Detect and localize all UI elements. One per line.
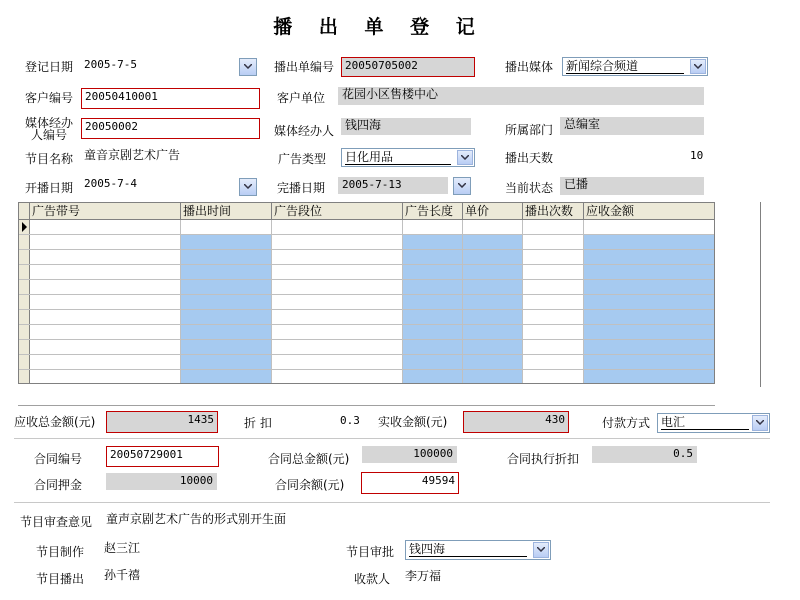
table-cell[interactable] [272,370,403,384]
table-row[interactable] [19,250,714,265]
table-cell[interactable] [30,265,181,279]
balance-value: 49594 [421,474,455,487]
approver-label: 节目审批 [346,545,395,559]
program-value: 童音京剧艺术广告 [84,148,181,162]
agent-no-label-line2: 人编号 [31,128,68,142]
table-cell[interactable] [523,340,584,354]
table-cell[interactable] [584,340,715,354]
chevron-down-icon [694,64,702,69]
ad-type-dropdown-button[interactable] [457,150,473,165]
approver-dropdown-button[interactable] [533,542,549,558]
receivable-field[interactable] [106,411,218,433]
table-cell[interactable] [584,370,715,384]
row-selector[interactable] [19,295,30,309]
col-header-air-time[interactable]: 播出时间 [181,203,272,219]
status-field[interactable] [560,177,704,195]
contract-total-field[interactable] [362,446,457,463]
table-cell[interactable] [463,310,523,324]
grid-vertical-scrollbar[interactable] [757,202,761,387]
cust-unit-field[interactable] [338,87,704,105]
agent-no-label-line1: 媒体经办 [25,116,74,130]
table-cell[interactable] [463,325,523,339]
balance-label: 合同余额(元) [275,478,345,492]
discount-label: 折 扣 [244,416,272,430]
receivable-label: 应收总金额(元) [14,415,96,429]
table-cell[interactable] [181,265,272,279]
table-row[interactable] [19,265,714,280]
table-row[interactable] [19,370,714,384]
table-cell[interactable] [272,250,403,264]
agent-field[interactable] [341,118,471,135]
cust-no-field[interactable] [81,88,260,109]
cust-unit-value: 花园小区售楼中心 [342,87,439,101]
table-cell[interactable] [272,280,403,294]
table-cell[interactable] [30,310,181,324]
ad-type-select[interactable] [341,148,475,167]
ad-schedule-grid[interactable] [18,202,715,384]
table-cell[interactable] [272,235,403,249]
dept-label: 所属部门 [505,123,554,137]
row-selector[interactable] [19,250,30,264]
receivable-value: 1435 [187,413,214,426]
table-cell[interactable] [30,325,181,339]
chevron-down-icon [244,64,252,69]
reg-date-dropdown-button[interactable] [239,58,257,76]
table-cell[interactable] [523,325,584,339]
start-date-dropdown-button[interactable] [239,178,257,196]
table-cell[interactable] [272,310,403,324]
table-cell[interactable] [584,280,715,294]
row-selector[interactable] [19,325,30,339]
divider [18,405,715,406]
table-cell[interactable] [523,295,584,309]
table-row[interactable] [19,295,714,310]
table-cell[interactable] [403,250,463,264]
exec-discount-field[interactable] [592,446,697,463]
order-no-label: 播出单编号 [274,60,335,74]
review-opinion-label: 节目审查意见 [20,515,93,529]
media-label: 播出媒体 [505,60,554,74]
table-cell[interactable] [584,325,715,339]
table-cell[interactable] [463,235,523,249]
payee-label: 收款人 [354,572,391,586]
status-value: 已播 [564,177,589,191]
col-header-tape-no[interactable]: 广告带号 [30,203,181,219]
exec-discount-value: 0.5 [673,447,693,460]
pay-method-dropdown-button[interactable] [752,415,768,431]
program-label: 节目名称 [25,152,74,166]
days-value: 10 [690,149,704,162]
table-cell[interactable] [181,220,272,234]
table-cell[interactable] [403,370,463,384]
table-cell[interactable] [523,235,584,249]
table-row[interactable] [19,220,714,235]
broadcaster-value: 孙千禧 [104,568,141,582]
table-cell[interactable] [181,355,272,369]
table-row[interactable] [19,280,714,295]
table-cell[interactable] [181,295,272,309]
table-cell[interactable] [181,250,272,264]
table-cell[interactable] [30,220,181,234]
col-header-amount[interactable]: 应收金额 [586,204,635,218]
table-cell[interactable] [403,325,463,339]
table-cell[interactable] [272,265,403,279]
table-cell[interactable] [523,355,584,369]
contract-total-label: 合同总金额(元) [268,452,350,466]
actual-label: 实收金额(元) [378,415,448,429]
table-cell[interactable] [523,370,584,384]
discount-value: 0.3 [340,414,360,427]
producer-label: 节目制作 [36,545,85,559]
row-selector[interactable] [19,370,30,384]
table-cell[interactable] [30,370,181,384]
table-row[interactable] [19,310,714,325]
table-cell[interactable] [272,355,403,369]
table-cell[interactable] [523,310,584,324]
table-cell[interactable] [30,340,181,354]
row-selector[interactable] [19,340,30,354]
chevron-down-icon [244,184,252,189]
payee-value: 李万福 [405,569,442,583]
start-date-value: 2005-7-4 [84,177,137,190]
table-cell[interactable] [403,280,463,294]
col-header-times[interactable]: 播出次数 [523,203,584,219]
grid-corner [19,203,30,219]
table-cell[interactable] [181,370,272,384]
chevron-down-icon [537,547,545,552]
table-cell[interactable] [584,235,715,249]
end-date-dropdown-button[interactable] [453,177,471,195]
table-cell[interactable] [523,250,584,264]
end-date-label: 完播日期 [277,181,326,195]
table-cell[interactable] [584,310,715,324]
table-row[interactable] [19,340,714,355]
col-header-slot[interactable]: 广告段位 [272,203,403,219]
order-no-field[interactable] [341,57,475,77]
pay-method-label: 付款方式 [602,416,651,430]
row-selector[interactable] [19,310,30,324]
table-cell[interactable] [272,220,403,234]
balance-field[interactable] [361,472,459,494]
divider [14,438,770,439]
pay-method-select[interactable] [657,413,770,433]
table-cell[interactable] [403,265,463,279]
days-label: 播出天数 [505,151,554,165]
cust-unit-label: 客户单位 [277,91,326,105]
table-cell[interactable] [403,310,463,324]
contract-no-label: 合同编号 [34,452,83,466]
grid-header [19,203,714,220]
form-title: 播 出 单 登 记 [273,16,485,38]
chevron-down-icon [756,420,764,425]
approver-select[interactable] [405,540,551,560]
deposit-value: 10000 [179,474,213,487]
producer-value: 赵三江 [104,541,141,555]
status-label: 当前状态 [505,181,554,195]
table-cell[interactable] [272,325,403,339]
divider [14,502,770,503]
row-selector[interactable] [19,280,30,294]
start-date-label: 开播日期 [25,181,74,195]
reg-date-value: 2005-7-5 [84,58,137,71]
table-cell[interactable] [523,280,584,294]
table-cell[interactable] [463,265,523,279]
media-select-value: 新闻综合频道 [566,59,684,74]
review-opinion-value: 童声京剧艺术广告的形式别开生面 [106,512,287,526]
table-cell[interactable] [181,280,272,294]
deposit-field[interactable] [106,473,217,490]
end-date-field[interactable] [338,177,448,194]
table-row[interactable] [19,235,714,250]
table-cell[interactable] [463,370,523,384]
table-cell[interactable] [30,280,181,294]
table-cell[interactable] [403,295,463,309]
end-date-value: 2005-7-13 [342,178,402,191]
table-cell[interactable] [403,355,463,369]
table-cell[interactable] [272,340,403,354]
row-selector[interactable] [19,235,30,249]
reg-date-label: 登记日期 [25,60,74,74]
table-cell[interactable] [463,355,523,369]
agent-label: 媒体经办人 [274,124,335,138]
chevron-down-icon [458,183,466,188]
row-selector[interactable] [19,355,30,369]
agent-value: 钱四海 [345,118,382,132]
contract-no-field[interactable] [106,446,219,467]
contract-total-value: 100000 [413,447,453,460]
chevron-down-icon [461,155,469,160]
exec-discount-label: 合同执行折扣 [507,452,580,466]
actual-value: 430 [545,413,565,426]
table-cell[interactable] [30,295,181,309]
ad-type-select-value: 日化用品 [345,150,451,165]
table-cell[interactable] [463,340,523,354]
table-cell[interactable] [30,355,181,369]
table-cell[interactable] [272,295,403,309]
row-selector[interactable] [19,265,30,279]
dept-field[interactable] [560,117,704,135]
table-cell[interactable] [463,295,523,309]
table-cell[interactable] [181,235,272,249]
table-cell[interactable] [30,250,181,264]
table-cell[interactable] [181,325,272,339]
broadcaster-label: 节目播出 [36,572,85,586]
table-cell[interactable] [584,355,715,369]
cust-no-value: 20050410001 [85,90,158,103]
table-cell[interactable] [463,280,523,294]
table-row[interactable] [19,325,714,340]
table-cell[interactable] [463,250,523,264]
current-row-arrow-icon [20,221,29,233]
approver-select-value: 钱四海 [409,542,527,557]
table-cell[interactable] [30,235,181,249]
media-dropdown-button[interactable] [690,59,706,74]
agent-no-value: 20050002 [85,120,138,133]
order-no-value: 20050705002 [345,59,418,72]
table-cell[interactable] [403,235,463,249]
ad-type-label: 广告类型 [278,152,327,166]
table-cell[interactable] [181,340,272,354]
cust-no-label: 客户编号 [25,91,74,105]
media-select[interactable] [562,57,708,76]
table-cell[interactable] [523,220,584,234]
table-cell[interactable] [523,265,584,279]
table-row[interactable] [19,355,714,370]
table-cell[interactable] [584,295,715,309]
table-cell[interactable] [584,250,715,264]
dept-value: 总编室 [564,117,601,131]
agent-no-field[interactable] [81,118,260,139]
table-cell[interactable] [403,220,463,234]
col-header-length[interactable]: 广告长度 [403,203,463,219]
table-cell[interactable] [463,220,523,234]
table-cell[interactable] [181,310,272,324]
row-selector[interactable] [19,220,30,234]
contract-no-value: 20050729001 [110,448,183,461]
pay-method-select-value: 电汇 [661,415,749,430]
deposit-label: 合同押金 [34,478,83,492]
col-header-unit-price[interactable]: 单价 [463,203,523,219]
actual-field[interactable] [463,411,569,433]
table-cell[interactable] [403,340,463,354]
table-cell[interactable] [584,220,715,234]
table-cell[interactable] [584,265,715,279]
